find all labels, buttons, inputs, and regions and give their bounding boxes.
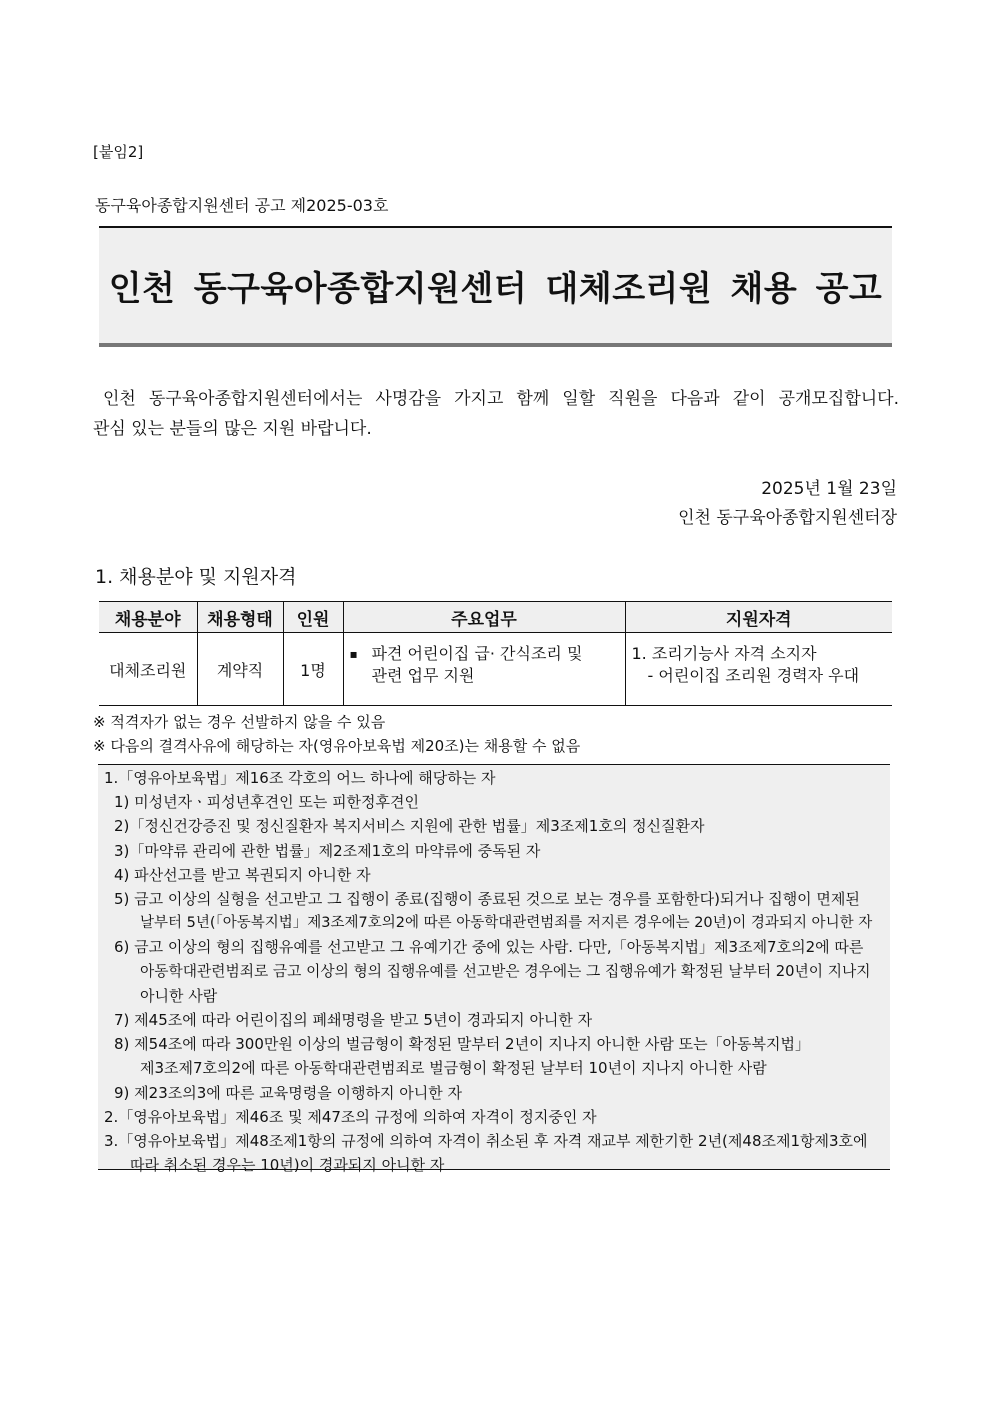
list-item: 4) 파산선고를 받고 복권되지 아니한 자 (114, 865, 371, 884)
list-item: 제3조제7호의2에 따른 아동학대관련범죄로 벌금형이 확정된 날부터 10년이 지나지 아니한 사람 (140, 1059, 767, 1078)
table-row (99, 633, 892, 706)
list-item: 6) 금고 이상의 형의 집행유예를 선고받고 그 유예기간 중에 있는 사람. 다만,「아동복지법」제3조제7호의2에 따른 (114, 938, 864, 957)
signer: 인천 동구육아종합지원센터장 (678, 508, 897, 528)
list-item: 날부터 5년(「아동복지법」제3조제7호의2에 따른 아동학대관련범죄를 저지른 경우에는 20년)이 경과되지 아니한 자 (140, 915, 873, 932)
header-tasks: 주요업무 (343, 602, 625, 633)
list-item: 따라 취소된 경우는 10년)이 경과되지 아니한 자 (130, 1156, 445, 1175)
cell-qualifications (625, 633, 892, 706)
cell-field: 대체조리원 (99, 633, 197, 706)
notice-number: 동구육아종합지원센터 공고 제2025-03호 (95, 196, 389, 215)
intro-paragraph (93, 384, 899, 444)
recruitment-table (99, 601, 892, 706)
qual-line-2: - 어린이집 조리원 경력자 우대 (647, 666, 860, 685)
task-line-2: 관련 업무 지원 (371, 666, 475, 685)
list-item: 3)「마약류 관리에 관한 법률」제2조제1호의 마약류에 중독된 자 (114, 841, 541, 860)
list-item: 7) 제45조에 따라 어린이집의 폐쇄명령을 받고 5년이 경과되지 아니한 자 (114, 1011, 593, 1030)
intro-line-2: 관심 있는 분들의 많은 지원 바랍니다. (93, 419, 372, 439)
cell-count: 1명 (283, 633, 343, 706)
header-field: 채용분야 (99, 602, 197, 633)
qual-line-1: 1. 조리기능사 자격 소지자 (631, 644, 817, 663)
notes (93, 710, 580, 758)
table-header-row (99, 602, 892, 633)
header-count: 인원 (283, 602, 343, 633)
intro-line-1: 인천 동구육아종합지원센터에서는 사명감을 가지고 함께 일할 직원을 다음과 같이 공개모집합니다. (103, 389, 899, 409)
task-line-1: 파견 어린이집 급· 간식조리 및 (371, 644, 583, 663)
cell-type: 계약직 (197, 633, 283, 706)
note-item: ※ 적격자가 없는 경우 선발하지 않을 수 있음 (93, 713, 386, 731)
list-item: 아니한 사람 (140, 986, 218, 1005)
list-item: 3.「영유아보육법」제48조제1항의 규정에 의하여 자격이 취소된 후 자격 재교부 제한기한 2년(제48조제1항제3호에 (104, 1132, 868, 1151)
list-item: 아동학대관련범죄로 금고 이상의 형의 집행유예를 선고받은 경우에는 그 집행유예가 확정된 날부터 20년이 지나지 (140, 962, 871, 980)
list-item: 2.「영유아보육법」제46조 및 제47조의 규정에 의하여 자격이 정지중인 자 (104, 1107, 597, 1126)
list-item: 1.「영유아보육법」제16조 각호의 어느 하나에 해당하는 자 (104, 769, 496, 787)
square-bullet-icon: ▪ (349, 647, 358, 661)
title-box (99, 226, 892, 347)
disqualification-box (98, 764, 890, 1175)
list-item: 2)「정신건강증진 및 정신질환자 복지서비스 지원에 관한 법률」제3조제1호의 정신질환자 (114, 817, 705, 836)
list-item: 9) 제23조의3에 따른 교육명령을 이행하지 아니한 자 (114, 1083, 462, 1102)
page-title: 인천 동구육아종합지원센터 대체조리원 채용 공고 (108, 269, 883, 309)
header-qualifications: 지원자격 (625, 602, 892, 633)
list-item: 1) 미성년자ㆍ피성년후견인 또는 피한정후견인 (114, 793, 420, 812)
list-item: 5) 금고 이상의 실형을 선고받고 그 집행이 종료(집행이 종료된 것으로 보는 경우를 포함한다)되거나 집행이 면제된 (114, 890, 860, 909)
list-item: 8) 제54조에 따라 300만원 이상의 벌금형이 확정된 말부터 2년이 지나지 아니한 사람 또는「아동복지법」 (114, 1035, 811, 1054)
cell-tasks (343, 633, 625, 706)
notice-date: 2025년 1월 23일 (761, 479, 897, 499)
section-heading: 1. 채용분야 및 지원자격 (95, 566, 297, 588)
note-item: ※ 다음의 결격사유에 해당하는 자(영유아보육법 제20조)는 채용할 수 없음 (93, 737, 581, 755)
header-type: 채용형태 (197, 602, 283, 633)
attachment-label: [붙임2] (93, 143, 144, 161)
